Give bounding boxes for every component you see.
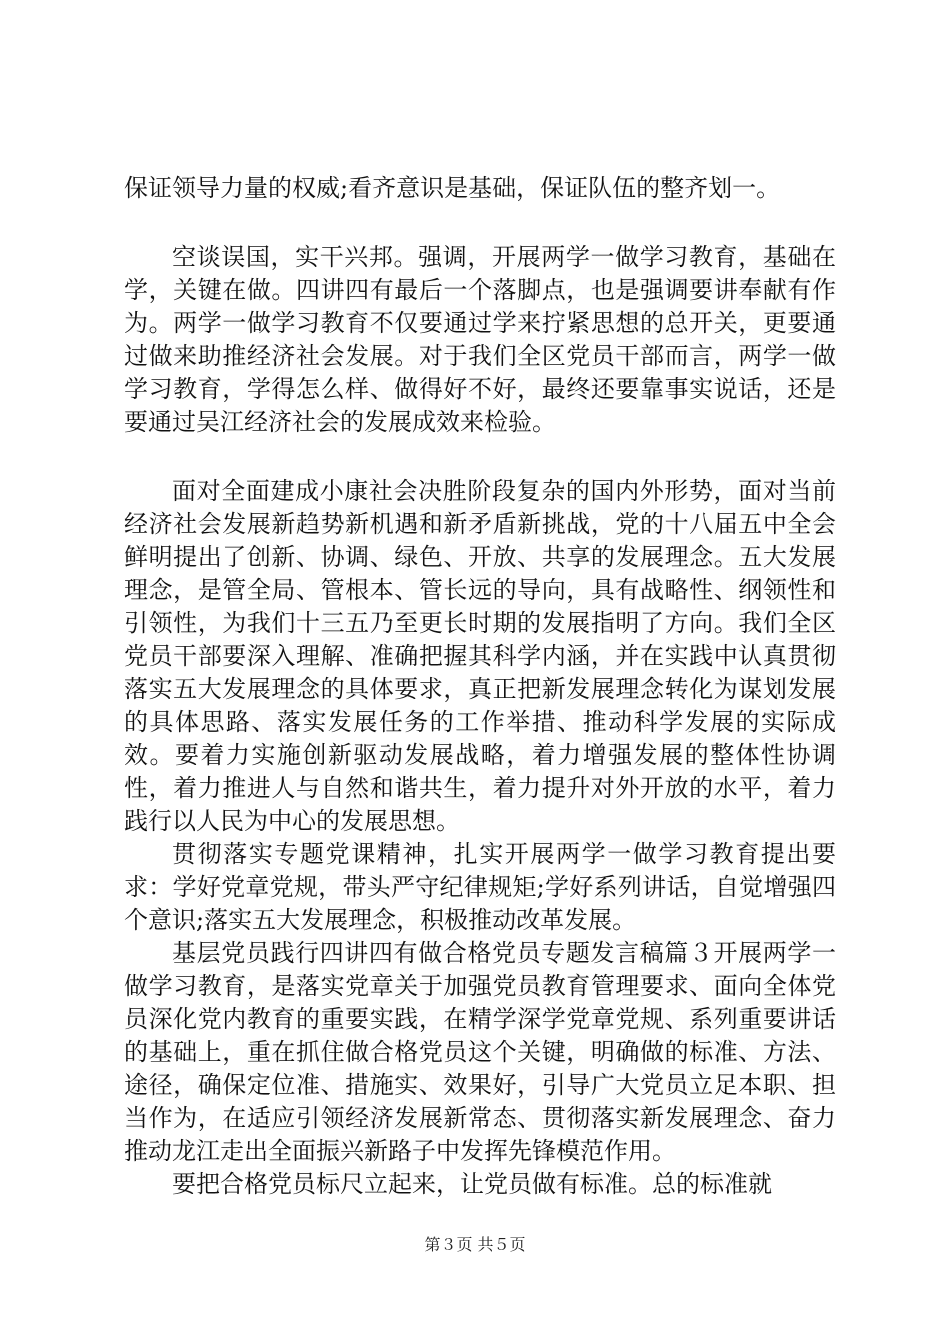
paragraph: 要把合格党员标尺立起来，让党员做有标准。总的标准就	[172, 1170, 772, 1198]
paragraph: 面对全面建成小康社会决胜阶段复杂的国内外形势，面对当前经济社会发展新趋势新机遇和新矛盾新挑战，党的十八届五中全会鲜明提出了创新、协调、绿色、开放、共享的发展理念。五大发展理念，是管全局、管根本、管长远的导向，具有战略性、纲领性和引领性，为我们十三五乃至更长时期的发展指明了方向。我们全区党员干部要深入理解、准确把握其科学内涵，并在实践中认真贯彻落实五大发展理念的具体要求，真正把新发展理念转化为谋划发展的具体思路、落实发展任务的工作举措、推动科学发展的实际成效。要着力实施创新驱动发展战略，着力增强发展的整体性协调性，着力推进人与自然和谐共生，着力提升对外开放的水平，着力践行以人民为中心的发展思想。	[124, 477, 836, 835]
paragraph-continuation: 保证领导力量的权威;看齐意识是基础，保证队伍的整齐划一。	[124, 174, 781, 202]
document-body	[124, 172, 836, 1201]
paragraph: 基层党员践行四讲四有做合格党员专题发言稿篇３开展两学一做学习教育，是落实党章关于加强党员教育管理要求、面向全体党员深化党内教育的重要实践，在精学深学党章党规、系列重要讲话的基础上，重在抓住做合格党员这个关键，明确做的标准、方法、途径，确保定位准、措施实、效果好，引导广大党员立足本职、担当作为，在适应引领经济发展新常态、贯彻落实新发展理念、奋力推动龙江走出全面振兴新路子中发挥先锋模范作用。	[124, 939, 836, 1165]
page-footer	[0, 1232, 950, 1255]
paragraph: 空谈误国，实干兴邦。强调，开展两学一做学习教育，基础在学，关键在做。四讲四有最后一个落脚点，也是强调要讲奉献有作为。两学一做学习教育不仅要通过学来拧紧思想的总开关，更要通过做来助推经济社会发展。对于我们全区党员干部而言，两学一做学习教育，学得怎么样、做得好不好，最终还要靠事实说话，还是要通过吴江经济社会的发展成效来检验。	[124, 243, 836, 436]
paragraph: 贯彻落实专题党课精神，扎实开展两学一做学习教育提出要求：学好党章党规，带头严守纪律规矩;学好系列讲话，自觉增强四个意识;落实五大发展理念，积极推动改革发展。	[124, 840, 836, 934]
page-number: 第３页 共５页	[424, 1235, 526, 1254]
